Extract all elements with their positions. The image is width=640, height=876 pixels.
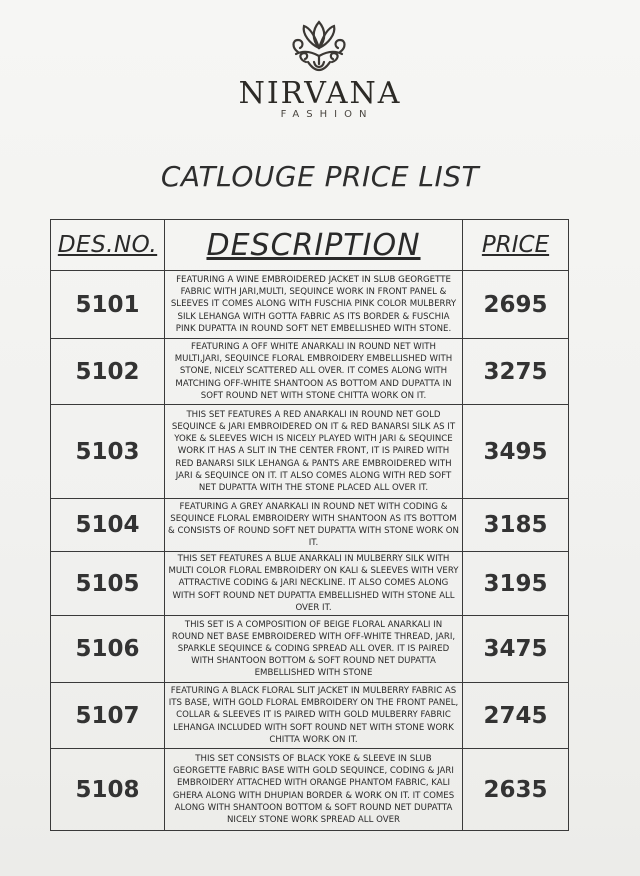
description-cell: THIS SET IS A COMPOSITION OF BEIGE FLORAL ANARKALI IN ROUND NET BASE EMBROIDERED WITH OFF-WHITE THREAD, JARI, SPARKLE SEQUINCE & CODING SPREAD ALL OVER. IT IS PAIRED WITH SHANTOON BOTTOM & SOFT ROUND NET DUPATTA EMBELLISHED WITH STONE	[165, 616, 463, 683]
design-number-cell: 5105	[51, 552, 165, 616]
description-cell: THIS SET FEATURES A BLUE ANARKALI IN MULBERRY SILK WITH MULTI COLOR FLORAL EMBROIDERY ON KALI & SLEEVES WITH VERY ATTRACTIVE CODING & JARI NECKLINE. IT ALSO COMES ALONG WITH SOFT ROUND NET DUPATTA EMBELLISHED WITH STONE ALL OVER IT.	[165, 552, 463, 616]
price-cell: 2745	[463, 683, 569, 749]
design-number-cell: 5108	[51, 749, 165, 831]
price-cell: 3185	[463, 499, 569, 552]
table-row	[51, 405, 569, 499]
table-header-row	[51, 220, 569, 271]
price-cell: 3275	[463, 339, 569, 405]
table-row	[51, 552, 569, 616]
table-row	[51, 683, 569, 749]
price-cell: 3495	[463, 405, 569, 499]
price-cell: 3475	[463, 616, 569, 683]
table-row	[51, 339, 569, 405]
table-row	[51, 616, 569, 683]
table-row	[51, 499, 569, 552]
design-number-cell: 5102	[51, 339, 165, 405]
design-number-cell: 5106	[51, 616, 165, 683]
description-cell: FEATURING A GREY ANARKALI IN ROUND NET WITH CODING & SEQUINCE FLORAL EMBROIDERY WITH SHANTOON AS ITS BOTTOM & CONSISTS OF ROUND SOFT NET DUPATTA WITH STONE WORK ON IT.	[165, 499, 463, 552]
table-row	[51, 749, 569, 831]
table-row	[51, 271, 569, 339]
lotus-ornament-icon	[284, 18, 354, 80]
design-number-cell: 5103	[51, 405, 165, 499]
description-cell: THIS SET FEATURES A RED ANARKALI IN ROUND NET GOLD SEQUINCE & JARI EMBROIDERED ON IT & RED BANARSI SILK AS IT YOKE & SLEEVES WICH IS NICELY PLAYED WITH JARI & SEQUINCE WORK IT HAS A SLIT IN THE CENTER FRONT, IT IS PAIRED WITH RED BANARSI SILK LEHANGA & PANTS ARE EMBROIDERED WITH JARI & SEQUINCE ON IT. IT ALSO COMES ALONG WITH RED SOFT NET DUPATTA WITH THE STONE PLACED ALL OVER IT.	[165, 405, 463, 499]
description-cell: FEATURING A WINE EMBROIDERED JACKET IN SLUB GEORGETTE FABRIC WITH JARI,MULTI, SEQUINCE WORK IN FRONT PANEL & SLEEVES IT COMES ALONG WITH FUSCHIA PINK COLOR MULBERRY SILK LEHANGA WITH GOTTA FABRIC AS ITS BORDER & FUSCHIA PINK DUPATTA IN ROUND SOFT NET EMBELLISHED WITH STONE.	[165, 271, 463, 339]
page-title: CATLOUGE PRICE LIST	[160, 160, 480, 193]
price-table	[50, 219, 569, 831]
description-cell: FEATURING A BLACK FLORAL SLIT JACKET IN MULBERRY FABRIC AS ITS BASE, WITH GOLD FLORAL EMBROIDERY ON THE FRONT PANEL, COLLAR & SLEEVES IT IS PAIRED WITH GOLD MULBERRY FABRIC LEHANGA INCLUDED WITH SOFT ROUND NET WITH STONE WORK CHITTA WORK ON IT.	[165, 683, 463, 749]
price-cell: 2695	[463, 271, 569, 339]
brand-name: NIRVANA	[238, 76, 402, 111]
brand-subtitle: FASHION	[280, 109, 374, 120]
price-cell: 2635	[463, 749, 569, 831]
column-header-price: PRICE	[463, 220, 569, 271]
design-number-cell: 5107	[51, 683, 165, 749]
description-cell: FEATURING A OFF WHITE ANARKALI IN ROUND NET WITH MULTI,JARI, SEQUINCE FLORAL EMBROIDERY EMBELLISHED WITH STONE, NICELY SCATTERED ALL OVER. IT COMES ALONG WITH MATCHING OFF-WHITE SHANTOON AS BOTTOM AND DUPATTA IN SOFT ROUND NET WITH STONE CHITTA WORK ON IT.	[165, 339, 463, 405]
design-number-cell: 5101	[51, 271, 165, 339]
column-header-design-number: DES.NO.	[51, 220, 165, 271]
price-cell: 3195	[463, 552, 569, 616]
description-cell: THIS SET CONSISTS OF BLACK YOKE & SLEEVE IN SLUB GEORGETTE FABRIC BASE WITH GOLD SEQUINCE, CODING & JARI EMBROIDERY ATTACHED WITH ORANGE PHANTOM FABRIC, KALI GHERA ALONG WITH DHUPIAN BORDER & WORK ON IT. IT COMES ALONG WITH SHANTOON BOTTOM & SOFT ROUND NET DUPATTA NICELY STONE WORK SPREAD ALL OVER	[165, 749, 463, 831]
column-header-description: DESCRIPTION	[165, 220, 463, 271]
design-number-cell: 5104	[51, 499, 165, 552]
